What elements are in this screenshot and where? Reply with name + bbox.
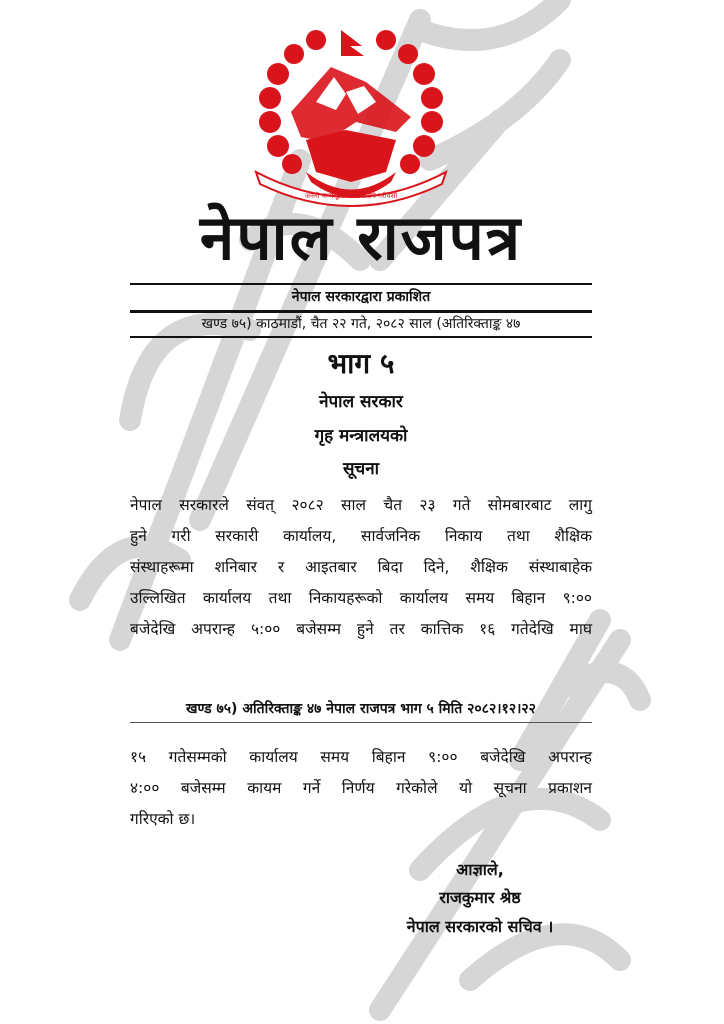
ministry-heading: गृह मन्त्रालयको	[314, 426, 408, 446]
nepal-emblem-icon	[246, 22, 456, 212]
issue-line: खण्ड ७५) काठमाडौं, चैत २२ गते, २०८२ साल (अतिरिक्ताङ्क ४७	[201, 316, 521, 332]
emblem-motto: जननी जन्मभूमिश्च स्वर्गादपि गरीयसी	[304, 192, 398, 200]
running-header: खण्ड ७५) अतिरिक्ताङ्क ४७ नेपाल राजपत्र भाग ५ मिति २०८२।१२।२२	[186, 701, 536, 717]
signatory-designation: नेपाल सरकारको सचिव ।	[406, 917, 554, 936]
paragraph-line: १५ गतेसम्मको कार्यालय समय बिहान ९:०० बजेदेखि अपरान्ह	[130, 748, 592, 766]
signatory-name: राजकुमार श्रेष्ठ	[439, 888, 521, 907]
paragraph-line: संस्थाहरूमा शनिबार र आइतबार बिदा दिने, शैक्षिक संस्थाबाहेक	[130, 558, 592, 576]
paragraph-line: ४:०० बजेसम्म कायम गर्ने निर्णय गरेकोले यो सूचना प्रकाशन	[130, 779, 592, 797]
notice-title: सूचना	[342, 459, 380, 479]
divider	[130, 722, 592, 723]
paragraph-line: उल्लिखित कार्यालय तथा निकायहरूको कार्यालय समय बिहान ९:००	[130, 589, 592, 607]
government-heading: नेपाल सरकार	[319, 392, 403, 412]
paragraph-line: हुने गरी सरकारी कार्यालय, सार्वजनिक निकाय तथा शैक्षिक	[130, 527, 592, 545]
gazette-title: नेपाल राजपत्र	[199, 201, 523, 274]
paragraph-line: नेपाल सरकारले संवत् २०८२ साल चैत २३ गते सोमबारबाट लागु	[130, 496, 592, 514]
paragraph-line: बजेदेखि अपरान्ह ५:०० बजेसम्म हुने तर कात्तिक १६ गतेदेखि माघ	[130, 620, 592, 638]
divider	[130, 336, 592, 338]
part-heading: भाग ५	[327, 347, 395, 380]
published-by: नेपाल सरकारद्वारा प्रकाशित	[291, 289, 431, 305]
paragraph-line: गरिएको छ।	[130, 810, 196, 828]
by-order: आज्ञाले,	[456, 860, 504, 879]
